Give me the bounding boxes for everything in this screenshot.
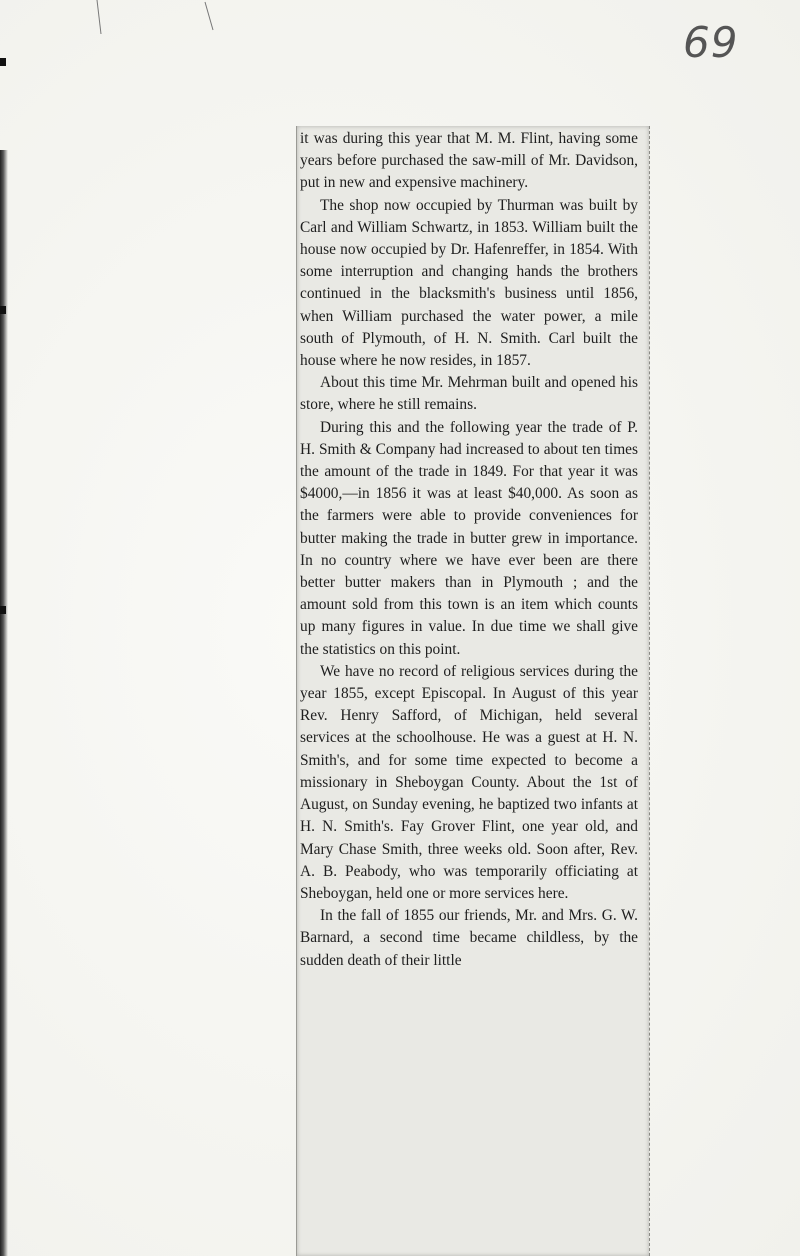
- paragraph: it was during this year that M. M. Flint, having some years before purchased the saw-mill of Mr. Davidson, put in new and expensive machinery.: [300, 130, 638, 192]
- scan-left-mark: [0, 58, 6, 66]
- paragraph: About this time Mr. Mehrman built and opened his store, where he still remains.: [300, 374, 638, 414]
- paragraph: In the fall of 1855 our friends, Mr. and Mrs. G. W. Barnard, a second time became childless, by the sudden death of their little: [300, 907, 638, 969]
- scan-left-shadow: [0, 150, 8, 1256]
- scan-edge-marks: [95, 0, 225, 40]
- scan-left-mark: [0, 606, 6, 614]
- scan-left-mark: [0, 306, 6, 314]
- paragraph: The shop now occupied by Thurman was built by Carl and William Schwartz, in 1853. William built the house now occupied by Dr. Hafenreffer, in 1854. With some interruption and changing hands the brothers continued in the blacksmith's business until 1856, when William purchased the water power, a mile south of Plymouth, of H. N. Smith. Carl built the house where he now resides, in 1857.: [300, 196, 638, 370]
- article-text: [300, 128, 638, 972]
- paragraph: We have no record of religious services during the year 1855, except Episcopal. In August of this year Rev. Henry Safford, of Michigan, held several services at the schoolhouse. He was a guest at H. N. Smith's, and for some time expected to become a missionary in Sheboygan County. About the 1st of August, on Sunday evening, he baptized two infants at H. N. Smith's. Fay Grover Flint, one year old, and Mary Chase Smith, three weeks old. Soon after, Rev. A. B. Peabody, who was temporarily officiating at Sheboygan, held one or more services here.: [300, 662, 638, 902]
- paragraph: During this and the following year the trade of P. H. Smith & Company had increased to about ten times the amount of the trade in 1849. For that year it was $4000,—in 1856 it was at least $40,000. As soon as the farmers were able to provide conveniences for butter making the trade in butter grew in importance. In no country where we have ever been are there better butter makers than in Plymouth ; and the amount sold from this town is an item which counts up many figures in value. In due time we shall give the statistics on this point.: [300, 418, 638, 658]
- page-number: 69: [683, 18, 739, 67]
